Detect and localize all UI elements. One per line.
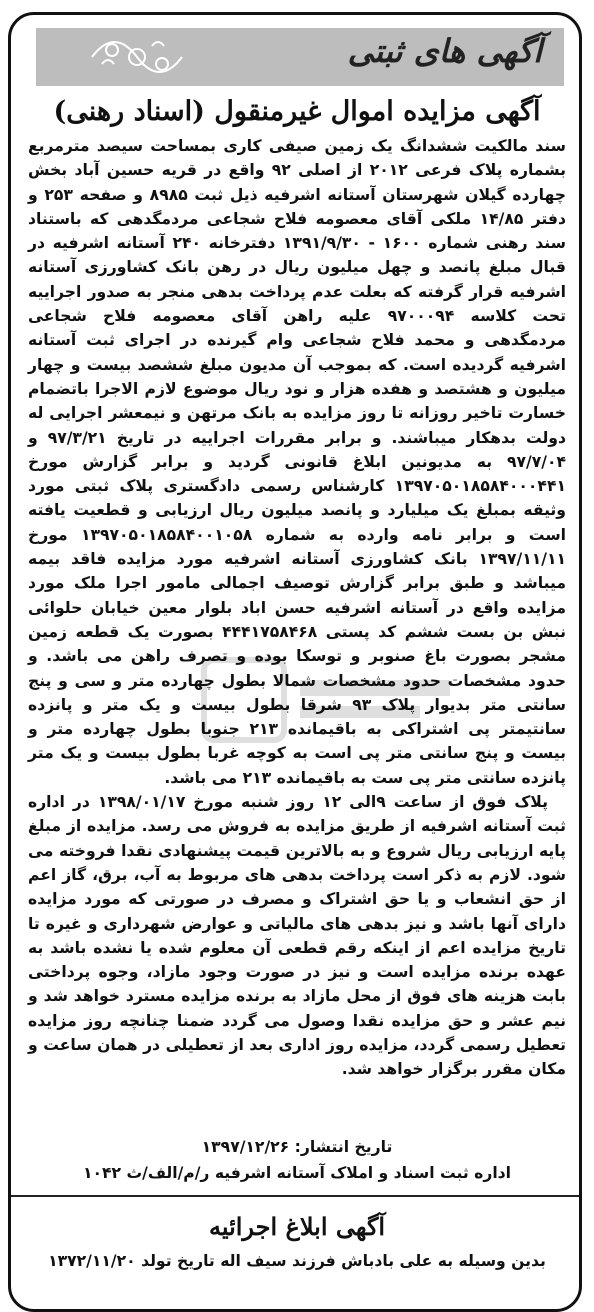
header-title: آگهی های ثبتی	[347, 32, 542, 70]
header-bar	[36, 28, 564, 86]
notice-body	[28, 134, 566, 1082]
notice-paragraph-2: پلاک فوق از ساعت ۹الی ۱۲ روز شنبه مورخ ۱۳۹۸/۰۱/۱۷ در اداره ثبت آستانه اشرفیه از طریق مزایده به فروش می رسد. مزایده از مبلغ پایه ارزیابی ریال شروع و به بالاترین قیمت پیشنهادی نقدا فروخته می شود. لازم به ذکر است پرداخت بدهی های مربوط به آب، برق، گاز اعم از حق انشعاب و یا حق اشتراک و مصرف در صورتی که مورد مزایده دارای آنها باشد و نیز بدهی های مالیاتی و عوارض شهرداری و غیره تا تاریخ مزایده اعم از اینکه رقم قطعی آن معلوم شده یا نشده باشد به عهده برنده مزایده است و نیز در صورت وجود مازاد، وجوه پرداختی بابت هزینه های فوق از محل مازاد به برنده مزایده مسترد خواهد شد و نیم عشر و حق مزایده نقدا وصول می گردد ضمنا چنانچه روز مزایده تعطیل رسمی گردد، مزایده روز اداری بعد از تعطیلی در همان ساعت و مکان مقرر برگزار خواهد شد.	[28, 793, 566, 1079]
publish-date: تاریخ انتشار: ۱۳۹۷/۱۲/۲۶	[201, 1138, 393, 1156]
notice2-title: آگهی ابلاغ اجرائیه	[208, 1212, 386, 1241]
notice-title: آگهی مزایده اموال غیرمنقول (اسناد رهنی)	[53, 96, 541, 127]
notice2-first-line: بدین وسیله به علی بادباش فرزند سیف اله تاریخ تولد ۱۳۷۲/۱۱/۲۰	[48, 1252, 546, 1270]
section-divider	[11, 1195, 579, 1197]
issuer-line: اداره ثبت اسناد و املاک آستانه اشرفیه ر/م/الف/ث ۱۰۴۲	[82, 1164, 512, 1182]
floral-ornament-icon	[82, 32, 192, 82]
notice-paragraph-1: سند مالکیت ششدانگ یک زمین صیفی کاری بمساحت سیصد مترمربع بشماره پلاک فرعی ۲۰۱۲ از اصلی ۹۲ واقع در قریه حسین آباد بخش چهارده گیلان شهرستان آستانه اشرفیه ذیل ثبت ۸۹۸۵ و صفحه ۲۵۳ و دفتر ۱۴/۸۵ ملکی آقای معصومه فلاح شجاعی مردمگدهی که باستناد سند رهنی شماره ۱۶۰۰ - ۱۳۹۱/۹/۳۰ دفترخانه ۲۴۰ آستانه اشرفیه در قبال مبلغ پانصد و چهل میلیون ریال در رهن بانک کشاورزی آستانه اشرفیه قرار گرفته که بعلت عدم پرداخت بدهی منجر به صدور اجراییه تحت کلاسه ۹۷۰۰۰۹۴ علیه راهن آقای معصومه فلاح شجاعی مردمگدهی و محمد فلاح شجاعی وام گیرنده در اجرای ثبت آستانه اشرفیه گردیده است. که بموجب آن مدیون مبلغ ششصد بیست و چهار میلیون و هشتصد و هفده هزار و نود ریال موضوع لازم الاجرا باتضمام خسارت تاخیر روزانه تا روز مزایده به بانک مرتهن و نیمعشر اجرایی له دولت بدهکار میباشند. و برابر مقررات اجراییه در تاریخ ۹۷/۳/۲۱ و ۹۷/۷/۰۴ به مدیونین ابلاغ قانونی گردید و برابر گزارش مورخ ۱۳۹۷۰۵۰۱۸۵۸۴۰۰۰۴۴۱ کارشناس رسمی دادگستری پلاک ثبتی مورد وثیقه بمبلغ یک میلیارد و پانصد میلیون ریال ارزیابی و قطعیت یافته است و برابر نامه وارده به شماره ۱۳۹۷۰۵۰۱۸۵۸۴۰۰۱۰۵۸ مورخ ۱۳۹۷/۱۱/۱۱ بانک کشاورزی آستانه اشرفیه مورد مزایده فاقد بیمه میباشد و طبق برابر گزارش توصیف اجمالی مامور اجرا ملک مورد مزایده واقع در آستانه اشرفیه حسن اباد بلوار معین خیابان حلوائی نبش بن بست ششم کد پستی ۴۴۴۱۷۵۸۴۶۸ بصورت یک قطعه زمین مشجر بصورت باغ صنوبر و توسکا بوده و تصرف راهن می باشد. و حدود مشخصات حدود مشخصات شمالا بطول چهارده متر و سی و پنج سانتی متر بدیوار پلاک ۹۳ شرقا بطول بیست و یک متر و پانزده سانتیمتر پی اشتراکی به باقیمانده ۲۱۳ جنوبا بطول چهارده متر و بیست و پنج سانتی متر پی است به کوچه غربا بطول بیست و یک متر پانزده سانتی متر پی ست به باقیمانده ۲۱۳ می باشد.	[28, 137, 567, 787]
